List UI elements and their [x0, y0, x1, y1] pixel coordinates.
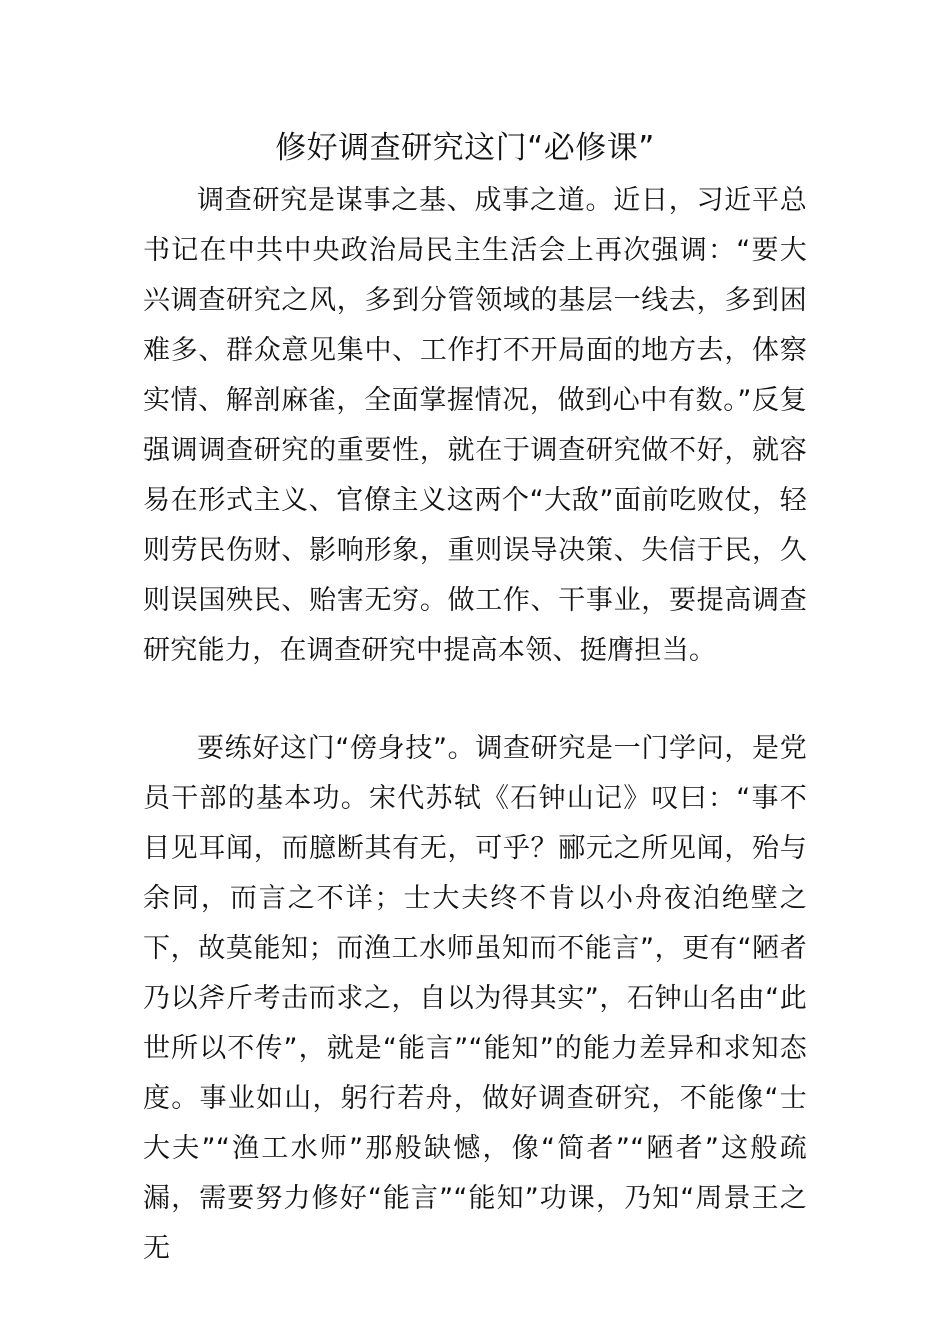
paragraph-skill: 要练好这门“傍身技”。调查研究是一门学问，是党员干部的基本功。宋代苏轼《石钟山记》叹曰：“事不目见耳闻，而臆断其有无，可乎？郦元之所见闻，殆与余同，而言之不详；士大夫终不肯以小舟夜泊绝壁之下，故莫能知；而渔工水师虽知而不能言”，更有“陋者乃以斧斤考击而求之，自以为得其实”，石钟山名由“此世所以不传”，就是“能言”“能知”的能力差异和求知态度。事业如山，躬行若舟，做好调查研究，不能像“士大夫”“渔工水师”那般缺憾，像“简者”“陋者”这般疏漏，需要努力修好“能言”“能知”功课，乃知“周景王之无: [143, 733, 807, 1264]
document-title: 修好调查研究这门“必修课”: [275, 130, 655, 166]
paragraph-intro: 调查研究是谋事之基、成事之道。近日，习近平总书记在中共中央政治局民主生活会上再次强调：“要大兴调查研究之风，多到分管领域的基层一线去，多到困难多、群众意见集中、工作打不开局面的地方去，体察实情、解剖麻雀，全面掌握情况，做到心中有数。”反复强调调查研究的重要性，就在于调查研究做不好，就容易在形式主义、官僚主义这两个“大敌”面前吃败仗，轻则劳民伤财、影响形象，重则误导决策、失信于民，久则误国殃民、贻害无穷。做工作、干事业，要提高调查研究能力，在调查研究中提高本领、挺膺担当。: [143, 185, 807, 666]
